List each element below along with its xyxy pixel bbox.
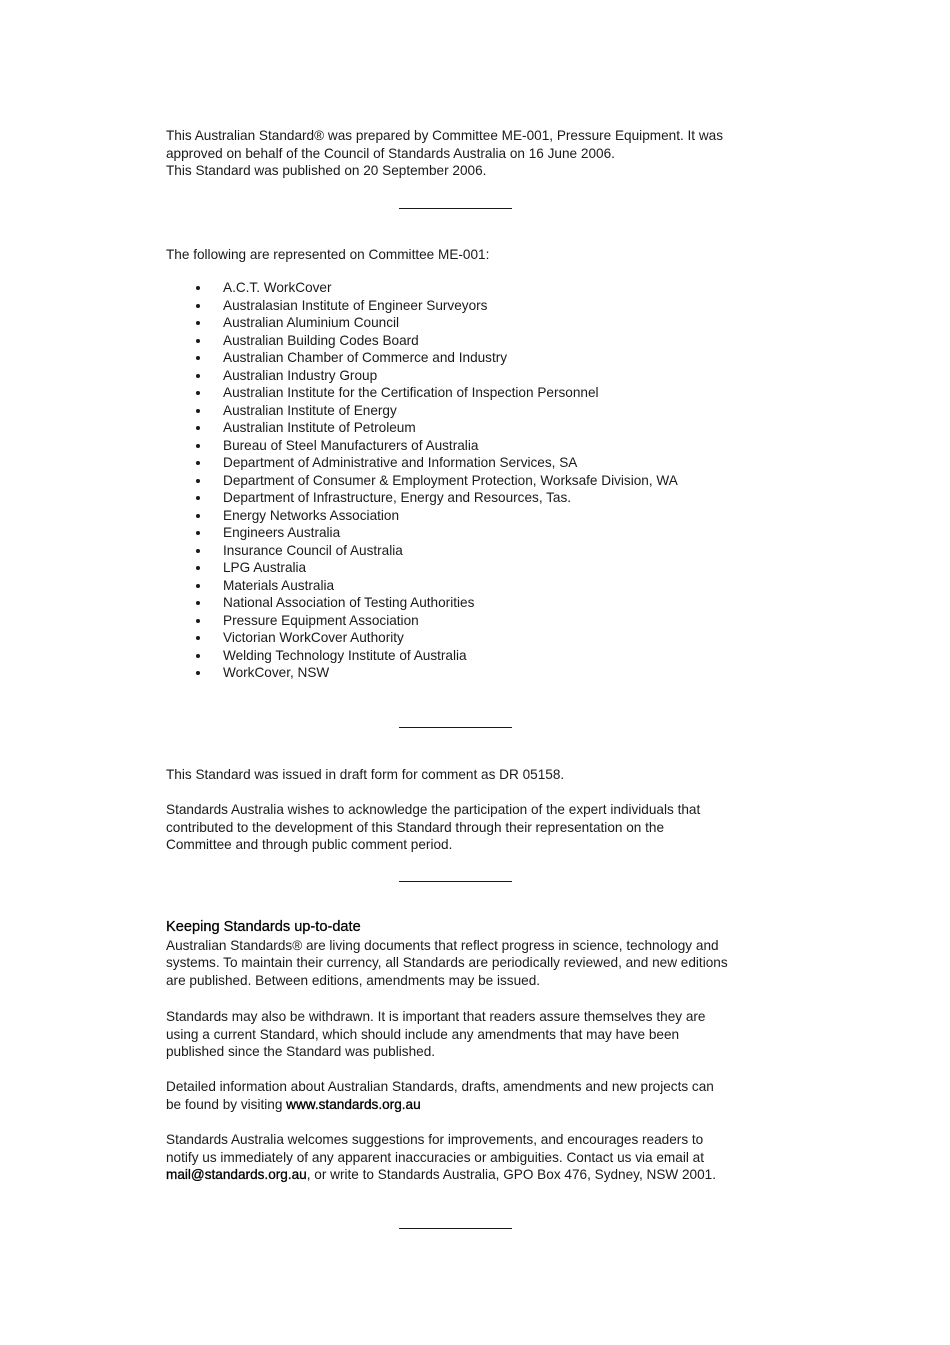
contact-paragraph [166, 1131, 766, 1184]
list-item: Victorian WorkCover Authority [166, 629, 678, 647]
list-item: Department of Infrastructure, Energy and Resources, Tas. [166, 489, 678, 507]
committee-intro [166, 246, 766, 264]
website-paragraph [166, 1078, 766, 1113]
bullet-icon [196, 619, 200, 623]
list-item: Australian Institute of Energy [166, 402, 678, 420]
withdrawal-line-3: published since the Standard was published. [166, 1044, 436, 1060]
bullet-icon [196, 584, 200, 588]
list-item: Australian Institute of Petroleum [166, 419, 678, 437]
list-item: Australian Building Codes Board [166, 332, 678, 350]
bullet-icon [196, 461, 200, 465]
list-item: Engineers Australia [166, 524, 678, 542]
list-item: Australasian Institute of Engineer Surveyors [166, 297, 678, 315]
bullet-icon [196, 426, 200, 430]
section-divider-2 [399, 727, 512, 728]
contact-line-3: mail@standards.org.au, or write to Standards Australia, GPO Box 476, Sydney, NSW 2001. [166, 1167, 717, 1183]
list-item: Pressure Equipment Association [166, 612, 678, 630]
list-item: Materials Australia [166, 577, 678, 595]
list-item: WorkCover, NSW [166, 664, 678, 682]
acknowledgement-line-3: Committee and through public comment period. [166, 837, 453, 853]
draft-notice [166, 766, 766, 784]
list-item: National Association of Testing Authorities [166, 594, 678, 612]
preparation-line-3: This Standard was published on 20 September 2006. [166, 163, 487, 179]
uptodate-section [166, 919, 766, 989]
draft-issued-text: This Standard was issued in draft form for comment as DR 05158. [166, 767, 565, 782]
contact-line-1: Standards Australia welcomes suggestions for improvements, and encourages readers to [166, 1132, 704, 1147]
withdrawal-line-1: Standards may also be withdrawn. It is important that readers assure themselves they are [166, 1009, 706, 1024]
list-item: Department of Administrative and Information Services, SA [166, 454, 678, 472]
bullet-icon [196, 286, 200, 290]
withdrawal-line-2: using a current Standard, which should include any amendments that may have been [166, 1026, 680, 1042]
list-item: Welding Technology Institute of Australia [166, 647, 678, 665]
bullet-icon [196, 356, 200, 360]
bullet-icon [196, 654, 200, 658]
email-link[interactable]: mail@standards.org.au [166, 1167, 307, 1183]
preparation-statement [166, 127, 766, 180]
list-item: Energy Networks Association [166, 507, 678, 525]
list-item: LPG Australia [166, 559, 678, 577]
list-item: Department of Consumer & Employment Protection, Worksafe Division, WA [166, 472, 678, 490]
bullet-icon [196, 601, 200, 605]
acknowledgement-line-1: Standards Australia wishes to acknowledge the participation of the expert individuals that [166, 802, 701, 817]
section-divider-1 [399, 208, 512, 209]
list-item: Bureau of Steel Manufacturers of Australia [166, 437, 678, 455]
list-item: Insurance Council of Australia [166, 542, 678, 560]
section-divider-4 [399, 1228, 512, 1229]
bullet-icon [196, 671, 200, 675]
uptodate-p1-line-1: Australian Standards® are living documents that reflect progress in science, technology and [166, 937, 719, 953]
list-item: Australian Institute for the Certification of Inspection Personnel [166, 384, 678, 402]
acknowledgement [166, 801, 766, 854]
bullet-icon [196, 444, 200, 448]
website-link[interactable]: www.standards.org.au [286, 1096, 421, 1112]
bullet-icon [196, 566, 200, 570]
bullet-icon [196, 636, 200, 640]
website-line-1: Detailed information about Australian Standards, drafts, amendments and new projects can [166, 1079, 714, 1094]
bullet-icon [196, 496, 200, 500]
bullet-icon [196, 514, 200, 518]
bullet-icon [196, 374, 200, 378]
list-item: A.C.T. WorkCover [166, 279, 678, 297]
list-item: Australian Industry Group [166, 367, 678, 385]
uptodate-p1-line-3: are published. Between editions, amendments may be issued. [166, 972, 541, 988]
bullet-icon [196, 304, 200, 308]
preparation-line-1: This Australian Standard® was prepared by Committee ME-001, Pressure Equipment. It was [166, 128, 724, 143]
bullet-icon [196, 409, 200, 413]
uptodate-p1-line-2: systems. To maintain their currency, all Standards are periodically reviewed, and new editions [166, 955, 728, 971]
committee-member-list [166, 279, 678, 682]
committee-intro-text: The following are represented on Committee ME-001: [166, 247, 490, 262]
bullet-icon [196, 391, 200, 395]
bullet-icon [196, 531, 200, 535]
withdrawal-paragraph [166, 1008, 766, 1061]
acknowledgement-line-2: contributed to the development of this Standard through their representation on the [166, 819, 665, 835]
section-heading: Keeping Standards up-to-date [166, 919, 361, 935]
bullet-icon [196, 339, 200, 343]
preparation-line-2: approved on behalf of the Council of Standards Australia on 16 June 2006. [166, 145, 615, 161]
contact-line-2: notify us immediately of any apparent inaccuracies or ambiguities. Contact us via email at [166, 1149, 704, 1165]
list-item: Australian Chamber of Commerce and Industry [166, 349, 678, 367]
bullet-icon [196, 479, 200, 483]
bullet-icon [196, 321, 200, 325]
list-item: Australian Aluminium Council [166, 314, 678, 332]
bullet-icon [196, 549, 200, 553]
section-divider-3 [399, 881, 512, 882]
website-line-2: be found by visiting www.standards.org.au [166, 1096, 421, 1112]
